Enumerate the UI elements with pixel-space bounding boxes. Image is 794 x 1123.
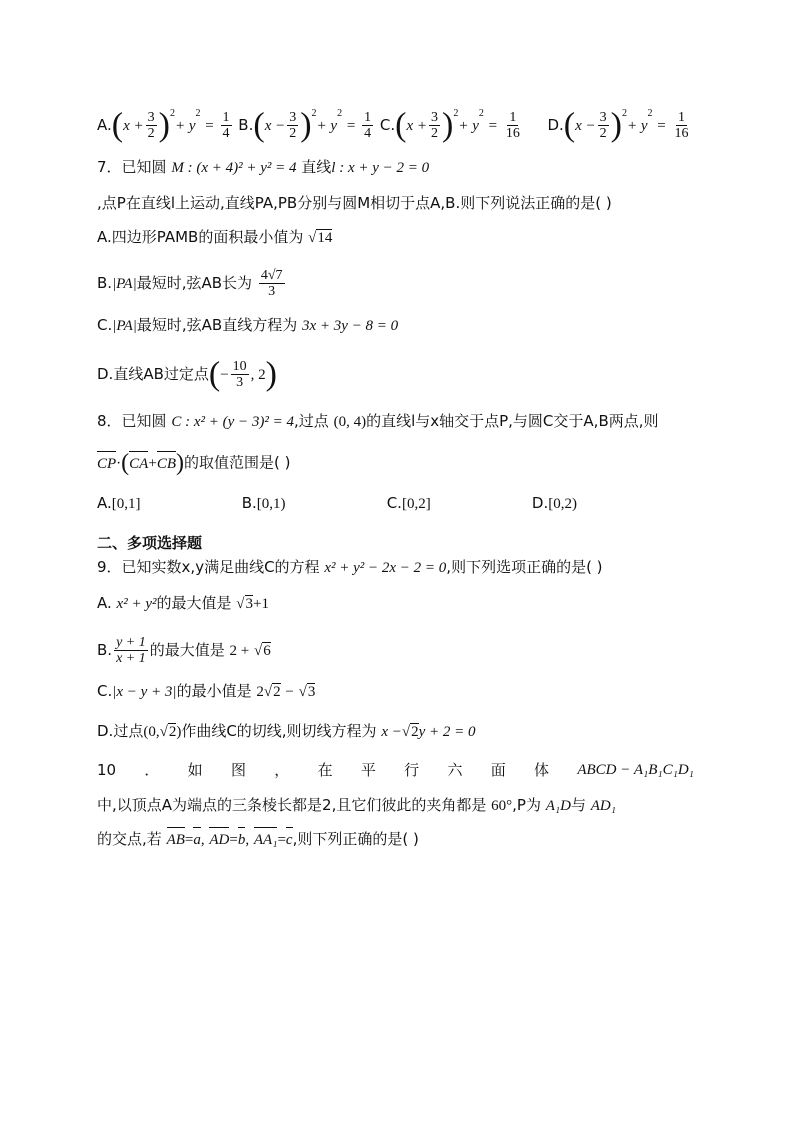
fraction: $\frac{3}{2}$ bbox=[147, 110, 155, 141]
vector-b: b bbox=[238, 829, 246, 851]
q9-option-d: D.过点(0,√2)作曲线C的切线,则切线方程为 x −√2y + 2 = 0 bbox=[97, 722, 476, 740]
q7-option-d: D.直线AB过定点(− $\frac{10}{3}$ , 2) bbox=[97, 355, 277, 393]
q9-option-a: A. x² + y²的最大值是 √3+1 bbox=[97, 594, 269, 612]
q9-stem: 9．已知实数x,y满足曲线C的方程 x² + y² − 2x − 2 = 0,则下列选项正确的是( ) bbox=[97, 558, 603, 576]
vector-ca: CA bbox=[129, 453, 148, 475]
vector-ad: AD bbox=[209, 829, 229, 851]
q8-stem-line2: CP·(CA+CB)的取值范围是( ) bbox=[97, 450, 291, 476]
q10-stem-line3: 的交点,若 AB=a, AD=b, AA₁=c,则下列正确的是( ) bbox=[97, 828, 419, 851]
section-heading: 二、多项选择题 bbox=[97, 534, 203, 552]
q7-option-c: C.|PA|最短时,弦AB直线方程为 3x + 3y − 8 = 0 bbox=[97, 316, 399, 334]
q7-line-equation: l : x + y − 2 = 0 bbox=[331, 160, 430, 176]
vector-a: a bbox=[193, 829, 201, 851]
q6-option-b-label: B. bbox=[238, 116, 254, 134]
q8-option-d: D.[0,2) bbox=[531, 494, 577, 512]
vector-aa1: AA₁ bbox=[254, 829, 278, 851]
q6-option-d-label: D. bbox=[547, 116, 564, 134]
q9-option-c: C.|x − y + 3|的最小值是 2√2 − √3 bbox=[97, 682, 316, 700]
q8-option-b: B.[0,1) bbox=[241, 494, 286, 512]
q6-option-a-label: A. bbox=[97, 116, 112, 134]
q7-stem: 7．已知圆 M : (x + 4)² + y² = 4 直线l : x + y − 2 = 0 bbox=[97, 158, 430, 176]
q8-option-a: A.[0,1] bbox=[97, 494, 141, 512]
vector-cp: CP bbox=[97, 453, 116, 475]
q7-option-b: B.|PA|最短时,弦AB长为 $\frac{4√7}{3}$ bbox=[97, 268, 283, 299]
q8-option-c: C.[0,2] bbox=[386, 494, 431, 512]
q9-option-b: B. $\frac{y + 1}{x + 1}$ 的最大值是 2 + √6 bbox=[97, 635, 271, 666]
vector-cb: CB bbox=[157, 453, 176, 475]
q10-stem-line2: 中,以顶点A为端点的三条棱长都是2,且它们彼此的夹角都是 60°,P为 A₁D与 AD₁ bbox=[97, 796, 616, 814]
q6-option-c-label: C. bbox=[379, 116, 396, 134]
q7-circle-equation: M : (x + 4)² + y² = 4 bbox=[171, 160, 297, 176]
vector-ab: AB bbox=[167, 829, 185, 851]
q8-stem: 8．已知圆 C : x² + (y − 3)² = 4,过点 (0, 4)的直线l与x轴交于点P,与圆C交于A,B两点,则 bbox=[97, 412, 659, 430]
vector-c: c bbox=[286, 829, 293, 851]
q10-stem-line1: 10 ． 如 图 ， 在 平 行 六 面 体 ABCD − A₁B₁C₁D₁ bbox=[97, 761, 694, 779]
q10-solid-name: ABCD − A₁B₁C₁D₁ bbox=[577, 762, 694, 778]
q7-option-a: A.四边形PAMB的面积最小值为 √14 bbox=[97, 228, 333, 246]
q8-circle-equation: C : x² + (y − 3)² = 4 bbox=[171, 414, 295, 430]
q8-options bbox=[97, 492, 577, 515]
q6-options-row: A.(x + $\frac{3}{2}$ )$^2+ y^2$ = $\frac{1}{4}$ B.(x − $\frac{3}{2}$ )$^2+ y^2$ = $\frac{1}{4}$ C.(x + $\frac{3}{2}$ )$^2+ y^2$ = $\frac{1}{16}$ D.(x − $\frac{3}{2}$ )$^2+ y^2$ = $\frac{1}{16}$ bbox=[97, 106, 689, 144]
q7-stem-line2: ,点P在直线l上运动,直线PA,PB分别与圆M相切于点A,B.则下列说法正确的是( ) bbox=[97, 194, 612, 212]
